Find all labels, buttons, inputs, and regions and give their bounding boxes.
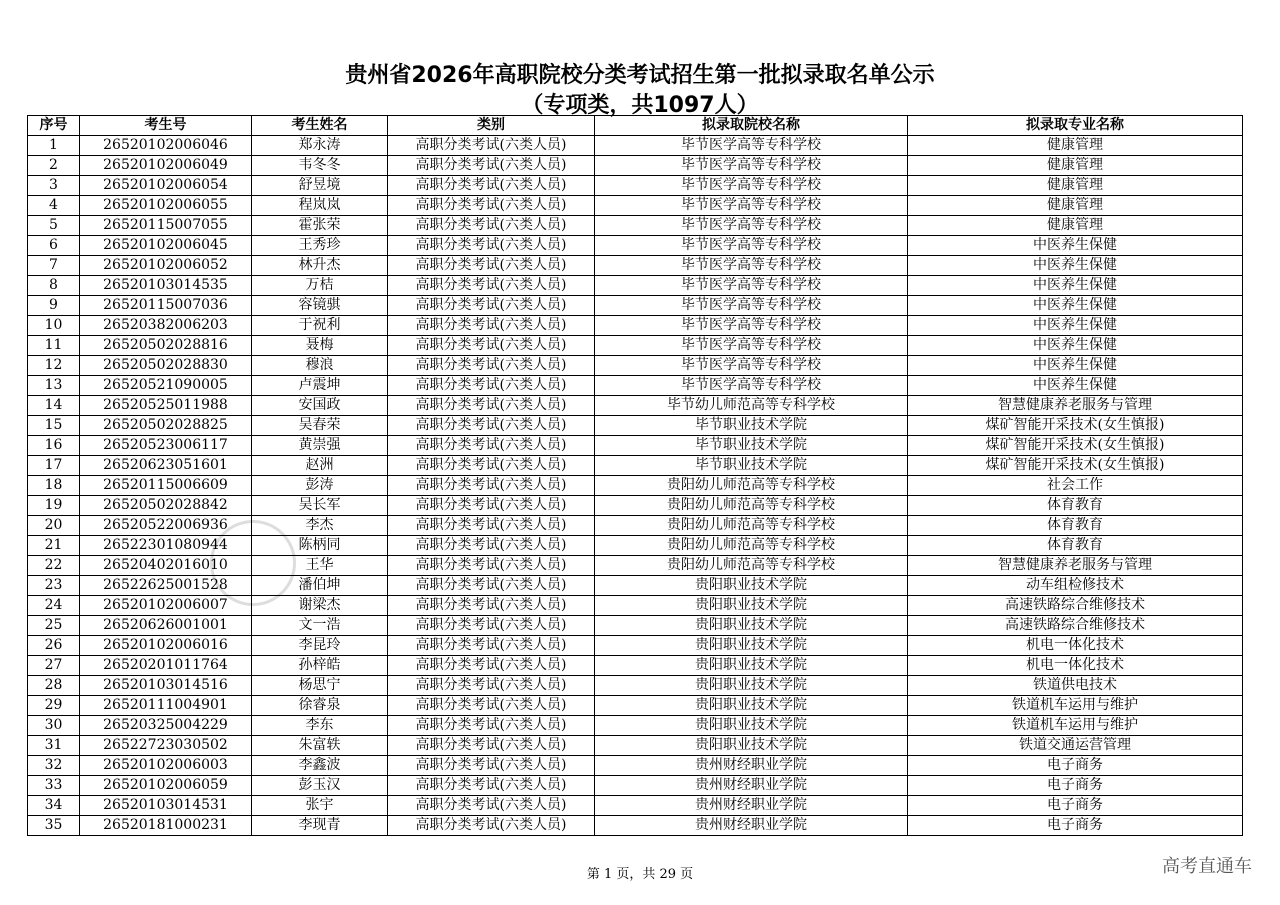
table-cell: 陈柄同: [252, 536, 388, 556]
table-cell: 贵阳幼儿师范高等专科学校: [595, 476, 908, 496]
table-row: [28, 436, 1243, 456]
table-cell: 李杰: [252, 516, 388, 536]
table-cell: 19: [28, 496, 80, 516]
table-row: [28, 236, 1243, 256]
table-cell: 26520626001001: [80, 616, 252, 636]
table-row: [28, 716, 1243, 736]
table-cell: 贵阳职业技术学院: [595, 616, 908, 636]
table-cell: 杨思宁: [252, 676, 388, 696]
table-cell: 贵州财经职业学院: [595, 756, 908, 776]
table-cell: 26520201011764: [80, 656, 252, 676]
table-cell: 吴长军: [252, 496, 388, 516]
table-cell: 毕节职业技术学院: [595, 456, 908, 476]
table-cell: 高职分类考试(六类人员): [388, 356, 595, 376]
table-cell: 舒昱境: [252, 176, 388, 196]
table-row: [28, 816, 1243, 836]
table-cell: 安国政: [252, 396, 388, 416]
table-cell: 26520502028830: [80, 356, 252, 376]
table-cell: 高职分类考试(六类人员): [388, 616, 595, 636]
table-cell: 高职分类考试(六类人员): [388, 676, 595, 696]
table-cell: 高职分类考试(六类人员): [388, 276, 595, 296]
table-cell: 26520102006054: [80, 176, 252, 196]
table-row: [28, 696, 1243, 716]
table-cell: 32: [28, 756, 80, 776]
table-row: [28, 596, 1243, 616]
table-cell: 高职分类考试(六类人员): [388, 336, 595, 356]
table-cell: 毕节医学高等专科学校: [595, 236, 908, 256]
table-cell: 35: [28, 816, 80, 836]
table-cell: 煤矿智能开采技术(女生慎报): [908, 456, 1243, 476]
table-cell: 26520102006007: [80, 596, 252, 616]
table-cell: 中医养生保健: [908, 376, 1243, 396]
table-cell: 中医养生保健: [908, 336, 1243, 356]
table-cell: 高职分类考试(六类人员): [388, 476, 595, 496]
table-cell: 彭玉汉: [252, 776, 388, 796]
table-cell: 5: [28, 216, 80, 236]
table-cell: 韦冬冬: [252, 156, 388, 176]
table-cell: 体育教育: [908, 516, 1243, 536]
table-row: [28, 756, 1243, 776]
table-row: [28, 296, 1243, 316]
table-cell: 朱富轶: [252, 736, 388, 756]
page-number: 第 1 页，共 29 页: [586, 867, 694, 882]
table-cell: 李昆玲: [252, 636, 388, 656]
table-cell: 贵州财经职业学院: [595, 776, 908, 796]
table-cell: 高职分类考试(六类人员): [388, 716, 595, 736]
table-cell: 动车组检修技术: [908, 576, 1243, 596]
table-cell: 健康管理: [908, 196, 1243, 216]
table-cell: 李东: [252, 716, 388, 736]
table-cell: 高职分类考试(六类人员): [388, 596, 595, 616]
table-cell: 贵阳职业技术学院: [595, 576, 908, 596]
table-cell: 铁道机车运用与维护: [908, 696, 1243, 716]
table-cell: 毕节医学高等专科学校: [595, 296, 908, 316]
table-cell: 贵阳职业技术学院: [595, 676, 908, 696]
table-row: [28, 796, 1243, 816]
table-cell: 李现青: [252, 816, 388, 836]
table-cell: 体育教育: [908, 536, 1243, 556]
table-cell: 毕节医学高等专科学校: [595, 336, 908, 356]
table-cell: 高职分类考试(六类人员): [388, 736, 595, 756]
table-cell: 高职分类考试(六类人员): [388, 456, 595, 476]
table-cell: 郑永涛: [252, 136, 388, 156]
table-cell: 高职分类考试(六类人员): [388, 496, 595, 516]
table-cell: 于祝利: [252, 316, 388, 336]
table-cell: 26520102006003: [80, 756, 252, 776]
table-cell: 高职分类考试(六类人员): [388, 536, 595, 556]
table-cell: 健康管理: [908, 216, 1243, 236]
admission-table: [27, 115, 1243, 836]
table-cell: 28: [28, 676, 80, 696]
table-cell: 黄崇强: [252, 436, 388, 456]
table-cell: 吴春荣: [252, 416, 388, 436]
table-row: [28, 316, 1243, 336]
column-header: 考生号: [80, 116, 252, 136]
table-row: [28, 636, 1243, 656]
table-cell: 贵阳幼儿师范高等专科学校: [595, 516, 908, 536]
table-cell: 6: [28, 236, 80, 256]
table-cell: 万桔: [252, 276, 388, 296]
table-cell: 张宇: [252, 796, 388, 816]
table-cell: 17: [28, 456, 80, 476]
table-cell: 社会工作: [908, 476, 1243, 496]
table-row: [28, 256, 1243, 276]
table-cell: 26520102006052: [80, 256, 252, 276]
table-cell: 潘伯坤: [252, 576, 388, 596]
table-cell: 王华: [252, 556, 388, 576]
table-cell: 24: [28, 596, 80, 616]
table-cell: 29: [28, 696, 80, 716]
table-cell: 26520102006045: [80, 236, 252, 256]
table-cell: 健康管理: [908, 176, 1243, 196]
table-cell: 1: [28, 136, 80, 156]
table-cell: 4: [28, 196, 80, 216]
table-cell: 23: [28, 576, 80, 596]
table-cell: 智慧健康养老服务与管理: [908, 396, 1243, 416]
table-cell: 8: [28, 276, 80, 296]
table-cell: 贵阳职业技术学院: [595, 596, 908, 616]
table-cell: 电子商务: [908, 776, 1243, 796]
table-cell: 贵州财经职业学院: [595, 796, 908, 816]
table-cell: 卢震坤: [252, 376, 388, 396]
table-cell: 聂梅: [252, 336, 388, 356]
table-cell: 26520115007036: [80, 296, 252, 316]
document-subtitle: （专项类，共1097人）: [521, 93, 759, 118]
table-cell: 谢梁杰: [252, 596, 388, 616]
table-cell: 贵阳职业技术学院: [595, 656, 908, 676]
table-cell: 26520521090005: [80, 376, 252, 396]
table-cell: 贵阳职业技术学院: [595, 716, 908, 736]
table-cell: 林升杰: [252, 256, 388, 276]
table-row: [28, 416, 1243, 436]
table-cell: 中医养生保健: [908, 356, 1243, 376]
table-cell: 26520103014531: [80, 796, 252, 816]
table-cell: 毕节医学高等专科学校: [595, 196, 908, 216]
table-cell: 18: [28, 476, 80, 496]
table-cell: 毕节医学高等专科学校: [595, 156, 908, 176]
table-row: [28, 176, 1243, 196]
table-cell: 贵阳幼儿师范高等专科学校: [595, 536, 908, 556]
table-row: [28, 656, 1243, 676]
table-cell: 毕节医学高等专科学校: [595, 176, 908, 196]
table-cell: 煤矿智能开采技术(女生慎报): [908, 416, 1243, 436]
table-cell: 26520103014516: [80, 676, 252, 696]
table-cell: 高职分类考试(六类人员): [388, 256, 595, 276]
table-cell: 11: [28, 336, 80, 356]
table-cell: 26520402016010: [80, 556, 252, 576]
table-row: [28, 516, 1243, 536]
table-cell: 容镜骐: [252, 296, 388, 316]
table-cell: 15: [28, 416, 80, 436]
document-title: 贵州省2026年高职院校分类考试招生第一批拟录取名单公示: [345, 63, 935, 88]
table-cell: 高职分类考试(六类人员): [388, 396, 595, 416]
table-cell: 26520115006609: [80, 476, 252, 496]
table-cell: 26520623051601: [80, 456, 252, 476]
table-cell: 贵阳幼儿师范高等专科学校: [595, 556, 908, 576]
table-cell: 高职分类考试(六类人员): [388, 296, 595, 316]
table-cell: 26: [28, 636, 80, 656]
table-cell: 26522301080944: [80, 536, 252, 556]
table-row: [28, 376, 1243, 396]
table-cell: 高职分类考试(六类人员): [388, 376, 595, 396]
table-cell: 电子商务: [908, 816, 1243, 836]
table-cell: 26522723030502: [80, 736, 252, 756]
table-cell: 26520103014535: [80, 276, 252, 296]
table-row: [28, 156, 1243, 176]
table-cell: 智慧健康养老服务与管理: [908, 556, 1243, 576]
table-cell: 王秀珍: [252, 236, 388, 256]
table-row: [28, 216, 1243, 236]
table-cell: 高职分类考试(六类人员): [388, 236, 595, 256]
table-cell: 李鑫波: [252, 756, 388, 776]
table-cell: 22: [28, 556, 80, 576]
table-cell: 27: [28, 656, 80, 676]
table-cell: 毕节职业技术学院: [595, 416, 908, 436]
table-row: [28, 736, 1243, 756]
table-cell: 26520111004901: [80, 696, 252, 716]
table-cell: 26520502028842: [80, 496, 252, 516]
table-row: [28, 456, 1243, 476]
table-cell: 26520102006016: [80, 636, 252, 656]
table-cell: 高职分类考试(六类人员): [388, 316, 595, 336]
table-row: [28, 776, 1243, 796]
table-row: [28, 536, 1243, 556]
watermark-text: 高考直通车: [1162, 856, 1252, 877]
column-header: 拟录取院校名称: [595, 116, 908, 136]
table-cell: 30: [28, 716, 80, 736]
table-cell: 中医养生保健: [908, 276, 1243, 296]
table-row: [28, 276, 1243, 296]
table-cell: 机电一体化技术: [908, 656, 1243, 676]
table-cell: 机电一体化技术: [908, 636, 1243, 656]
table-cell: 高职分类考试(六类人员): [388, 636, 595, 656]
table-cell: 高职分类考试(六类人员): [388, 516, 595, 536]
table-cell: 霍张荣: [252, 216, 388, 236]
table-cell: 铁道机车运用与维护: [908, 716, 1243, 736]
column-header: 拟录取专业名称: [908, 116, 1243, 136]
table-cell: 毕节医学高等专科学校: [595, 256, 908, 276]
table-cell: 孙梓皓: [252, 656, 388, 676]
table-cell: 26520502028825: [80, 416, 252, 436]
table-cell: 中医养生保健: [908, 316, 1243, 336]
table-cell: 中医养生保健: [908, 236, 1243, 256]
table-cell: 健康管理: [908, 136, 1243, 156]
table-cell: 电子商务: [908, 756, 1243, 776]
table-cell: 7: [28, 256, 80, 276]
table-cell: 25: [28, 616, 80, 636]
table-row: [28, 616, 1243, 636]
column-header: 类别: [388, 116, 595, 136]
table-cell: 26520102006059: [80, 776, 252, 796]
table-cell: 程岚岚: [252, 196, 388, 216]
table-cell: 高职分类考试(六类人员): [388, 656, 595, 676]
table-cell: 贵阳职业技术学院: [595, 696, 908, 716]
table-cell: 毕节医学高等专科学校: [595, 356, 908, 376]
table-cell: 9: [28, 296, 80, 316]
table-cell: 26520102006055: [80, 196, 252, 216]
table-cell: 高职分类考试(六类人员): [388, 776, 595, 796]
table-cell: 31: [28, 736, 80, 756]
table-cell: 高职分类考试(六类人员): [388, 576, 595, 596]
table-cell: 毕节职业技术学院: [595, 436, 908, 456]
table-cell: 高职分类考试(六类人员): [388, 696, 595, 716]
table-header-row: [28, 116, 1243, 136]
table-row: [28, 576, 1243, 596]
table-row: [28, 476, 1243, 496]
table-cell: 26520525011988: [80, 396, 252, 416]
table-cell: 26520502028816: [80, 336, 252, 356]
column-header: 序号: [28, 116, 80, 136]
table-row: [28, 336, 1243, 356]
table-cell: 高职分类考试(六类人员): [388, 136, 595, 156]
table-row: [28, 396, 1243, 416]
table-cell: 高职分类考试(六类人员): [388, 756, 595, 776]
table-cell: 13: [28, 376, 80, 396]
table-cell: 26520325004229: [80, 716, 252, 736]
table-row: [28, 196, 1243, 216]
table-cell: 铁道交通运营管理: [908, 736, 1243, 756]
table-cell: 26520382006203: [80, 316, 252, 336]
table-row: [28, 676, 1243, 696]
table-row: [28, 496, 1243, 516]
table-cell: 3: [28, 176, 80, 196]
table-cell: 铁道供电技术: [908, 676, 1243, 696]
table-cell: 毕节医学高等专科学校: [595, 216, 908, 236]
table-cell: 高职分类考试(六类人员): [388, 176, 595, 196]
table-cell: 贵州财经职业学院: [595, 816, 908, 836]
table-cell: 电子商务: [908, 796, 1243, 816]
table-cell: 毕节医学高等专科学校: [595, 316, 908, 336]
table-cell: 穆浪: [252, 356, 388, 376]
table-cell: 14: [28, 396, 80, 416]
table-cell: 26520102006049: [80, 156, 252, 176]
table-cell: 高职分类考试(六类人员): [388, 796, 595, 816]
table-cell: 中医养生保健: [908, 256, 1243, 276]
table-cell: 33: [28, 776, 80, 796]
table-cell: 贵阳幼儿师范高等专科学校: [595, 496, 908, 516]
table-cell: 10: [28, 316, 80, 336]
table-cell: 毕节医学高等专科学校: [595, 276, 908, 296]
table-cell: 高职分类考试(六类人员): [388, 216, 595, 236]
table-cell: 文一浩: [252, 616, 388, 636]
table-cell: 21: [28, 536, 80, 556]
table-cell: 高职分类考试(六类人员): [388, 436, 595, 456]
table-cell: 煤矿智能开采技术(女生慎报): [908, 436, 1243, 456]
table-cell: 毕节幼儿师范高等专科学校: [595, 396, 908, 416]
table-row: [28, 556, 1243, 576]
table-cell: 贵阳职业技术学院: [595, 636, 908, 656]
table-cell: 徐睿泉: [252, 696, 388, 716]
table-cell: 16: [28, 436, 80, 456]
table-cell: 毕节医学高等专科学校: [595, 376, 908, 396]
table-cell: 高职分类考试(六类人员): [388, 556, 595, 576]
table-cell: 高职分类考试(六类人员): [388, 816, 595, 836]
table-cell: 2: [28, 156, 80, 176]
table-cell: 12: [28, 356, 80, 376]
table-cell: 贵阳职业技术学院: [595, 736, 908, 756]
table-cell: 高职分类考试(六类人员): [388, 156, 595, 176]
table-cell: 26522625001528: [80, 576, 252, 596]
table-cell: 毕节医学高等专科学校: [595, 136, 908, 156]
table-cell: 高速铁路综合维修技术: [908, 616, 1243, 636]
table-row: [28, 356, 1243, 376]
table-cell: 高职分类考试(六类人员): [388, 196, 595, 216]
table-cell: 彭涛: [252, 476, 388, 496]
table-cell: 26520522006936: [80, 516, 252, 536]
table-cell: 34: [28, 796, 80, 816]
table-cell: 26520115007055: [80, 216, 252, 236]
table-cell: 健康管理: [908, 156, 1243, 176]
table-cell: 26520181000231: [80, 816, 252, 836]
table-cell: 26520523006117: [80, 436, 252, 456]
table-cell: 20: [28, 516, 80, 536]
table-cell: 中医养生保健: [908, 296, 1243, 316]
table-cell: 高速铁路综合维修技术: [908, 596, 1243, 616]
table-row: [28, 136, 1243, 156]
column-header: 考生姓名: [252, 116, 388, 136]
table-cell: 赵洲: [252, 456, 388, 476]
table-cell: 高职分类考试(六类人员): [388, 416, 595, 436]
table-cell: 26520102006046: [80, 136, 252, 156]
table-cell: 体育教育: [908, 496, 1243, 516]
